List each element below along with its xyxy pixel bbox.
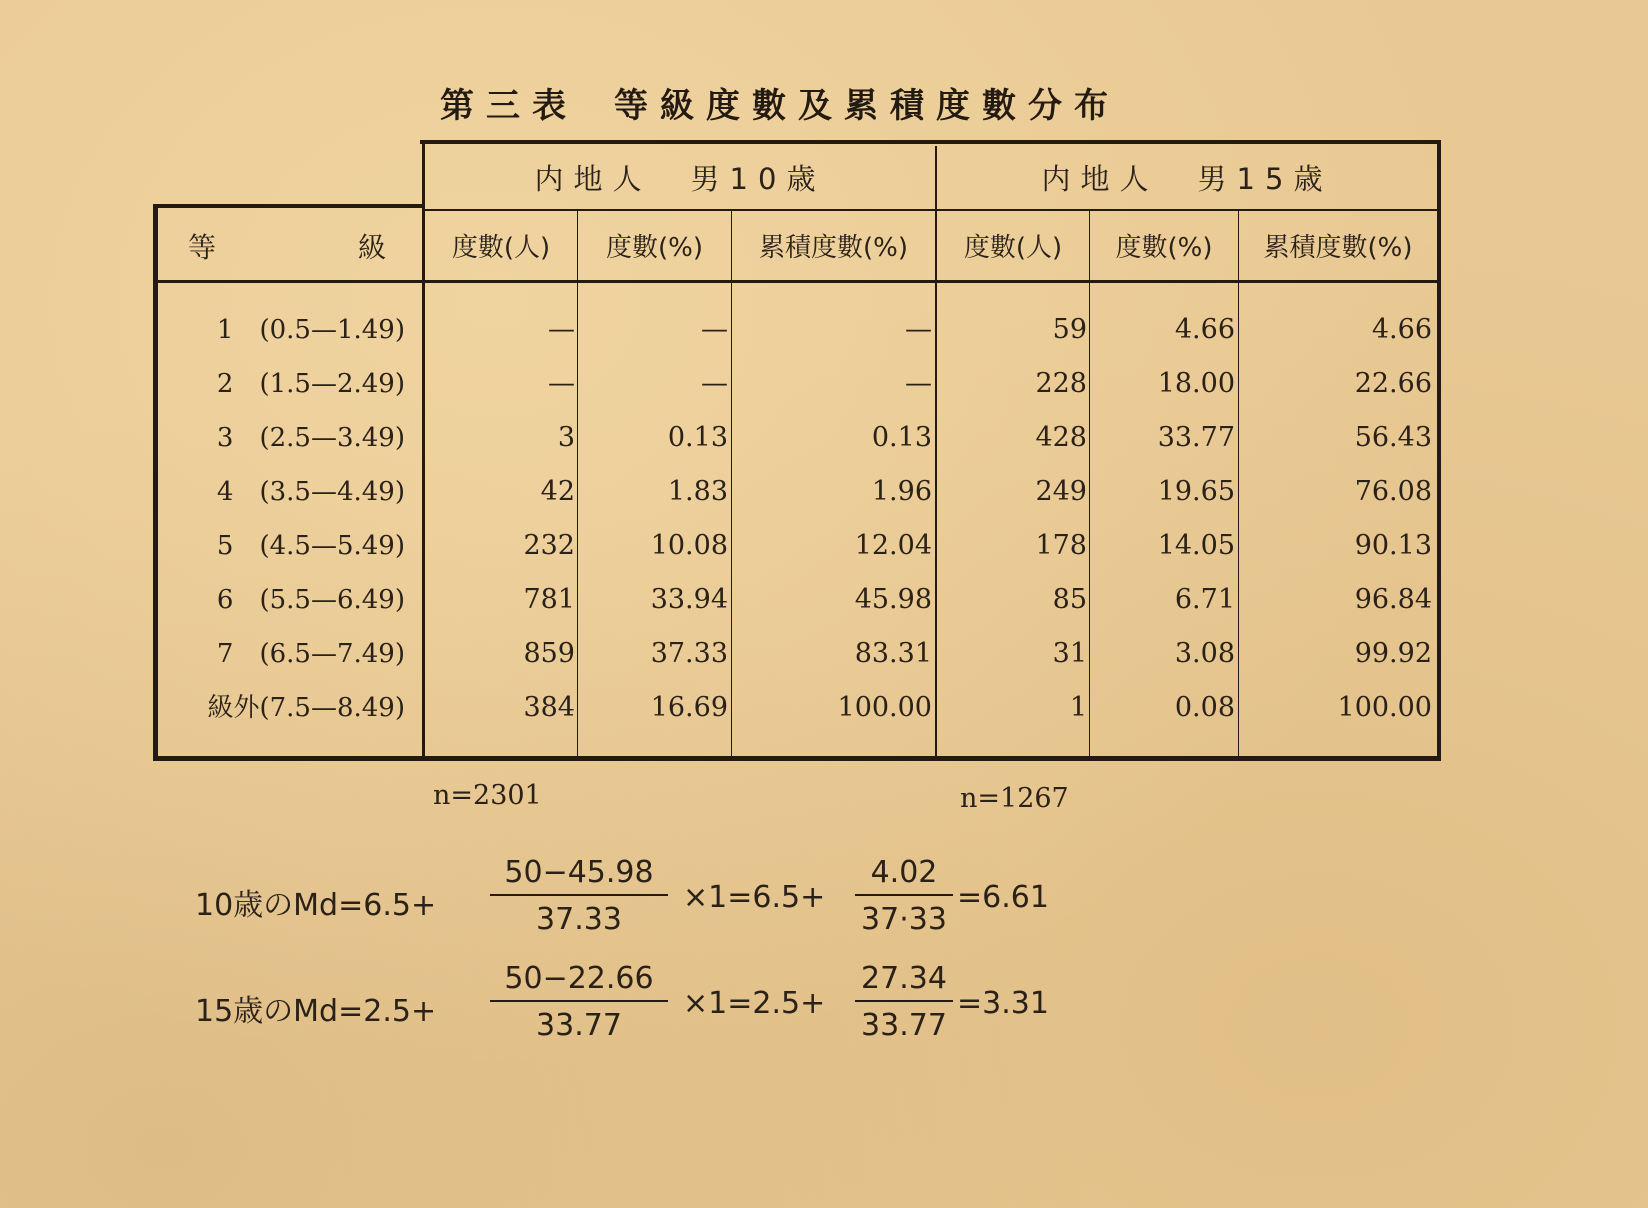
cum-10-cell: 0.13 (871, 422, 932, 453)
pct-10-cell: — (701, 314, 728, 345)
cum-15-cell: 56.43 (1354, 422, 1432, 453)
cum-10-cell: 100.00 (837, 692, 932, 723)
grade-cell: 2 (1.5—2.49) (216, 369, 405, 399)
count-15-cell: 178 (1035, 530, 1087, 561)
cum-15-cell: 90.13 (1354, 530, 1432, 561)
col-header-cum-10: 累積度數(%) (759, 233, 908, 263)
group-header-10: 内地人 男10歳 (534, 162, 826, 196)
grade-cell: 6 (5.5—6.49) (216, 585, 405, 615)
pct-15-cell: 3.08 (1174, 638, 1235, 669)
count-10-cell: 384 (523, 692, 575, 723)
count-15-cell: 228 (1035, 368, 1087, 399)
table-row (0, 411, 1648, 465)
formula-fraction-2 (855, 852, 953, 940)
cum-10-cell: 83.31 (854, 638, 932, 669)
count-15-cell: 249 (1035, 476, 1087, 507)
count-10-cell: 232 (523, 530, 575, 561)
table-row (0, 519, 1648, 573)
count-15-cell: 428 (1035, 422, 1087, 453)
formula-fraction-1 (490, 852, 668, 940)
sample-size-10: n=2301 (433, 780, 542, 811)
formula-lhs: 10歳のMd=6.5+ (195, 888, 437, 923)
grade-cell: 4 (3.5—4.49) (216, 477, 405, 507)
pct-15-cell: 4.66 (1174, 314, 1235, 345)
pct-15-cell: 14.05 (1157, 530, 1235, 561)
cum-15-cell: 4.66 (1371, 314, 1432, 345)
group-header-15: 内地人 男15歳 (1041, 162, 1333, 196)
pct-10-cell: 0.13 (667, 422, 728, 453)
pct-10-cell: 16.69 (650, 692, 728, 723)
fraction-numerator: 27.34 (861, 961, 947, 996)
formula-fraction-1 (490, 958, 668, 1046)
formula-result: =3.31 (957, 986, 1049, 1021)
cum-10-cell: 1.96 (871, 476, 932, 507)
grade-cell: 1 (0.5—1.49) (216, 315, 405, 345)
fraction-numerator: 4.02 (870, 855, 938, 890)
cum-15-cell: 76.08 (1354, 476, 1432, 507)
pct-10-cell: 10.08 (650, 530, 728, 561)
pct-15-cell: 33.77 (1157, 422, 1235, 453)
cum-15-cell: 96.84 (1354, 584, 1432, 615)
table-bottom-border (153, 756, 1441, 761)
grade-header-char1: 等 (188, 231, 217, 264)
column-header-rule (158, 280, 1437, 283)
fraction-denominator: 33.77 (536, 1008, 622, 1043)
count-15-cell: 1 (1069, 692, 1087, 723)
table-top-border-right (420, 140, 1440, 144)
fraction-denominator: 33.77 (861, 1008, 947, 1043)
col-header-count-10: 度數(人) (451, 233, 551, 263)
formula-lhs: 15歳のMd=2.5+ (195, 994, 437, 1029)
grade-cell: 5 (4.5—5.49) (216, 531, 405, 561)
cum-10-cell: 12.04 (854, 530, 932, 561)
sample-size-15: n=1267 (960, 783, 1069, 814)
cum-15-cell: 100.00 (1337, 692, 1432, 723)
count-10-cell: 781 (523, 584, 575, 615)
table-number: 第三表 (440, 86, 578, 126)
fraction-denominator: 37.33 (536, 902, 622, 937)
pct-10-cell: — (701, 368, 728, 399)
pct-10-cell: 33.94 (650, 584, 728, 615)
formula-middle: ×1=2.5+ (683, 986, 826, 1021)
table-row (0, 357, 1648, 411)
cum-10-cell: — (905, 314, 932, 345)
table-row (0, 627, 1648, 681)
pct-15-cell: 18.00 (1157, 368, 1235, 399)
grade-cell: 7 (6.5—7.49) (216, 639, 405, 669)
count-10-cell: — (548, 314, 575, 345)
table-title (440, 78, 1120, 127)
grade-header (160, 217, 420, 279)
count-10-cell: 859 (523, 638, 575, 669)
count-15-cell: 59 (1052, 314, 1087, 345)
table-caption: 等級度數及累積度數分布 (614, 86, 1120, 126)
cum-15-cell: 22.66 (1354, 368, 1432, 399)
grade-cell: 級外(7.5—8.49) (207, 693, 405, 723)
table-row (0, 573, 1648, 627)
table-row (0, 465, 1648, 519)
group-header-rule (423, 209, 1437, 211)
pct-10-cell: 1.83 (667, 476, 728, 507)
col-header-pct-10: 度數(%) (606, 233, 703, 263)
count-10-cell: — (548, 368, 575, 399)
formula-fraction-2 (855, 958, 953, 1046)
fraction-numerator: 50−45.98 (504, 855, 654, 890)
pct-10-cell: 37.33 (650, 638, 728, 669)
pct-15-cell: 0.08 (1174, 692, 1235, 723)
pct-15-cell: 6.71 (1174, 584, 1235, 615)
fraction-denominator: 37·33 (861, 902, 947, 937)
count-15-cell: 85 (1052, 584, 1087, 615)
formula-middle: ×1=6.5+ (683, 880, 826, 915)
formula-result: =6.61 (957, 880, 1049, 915)
cum-15-cell: 99.92 (1354, 638, 1432, 669)
cum-10-cell: 45.98 (854, 584, 932, 615)
col-header-cum-15: 累積度數(%) (1263, 233, 1413, 263)
fraction-numerator: 50−22.66 (504, 961, 654, 996)
median-formula-15 (195, 958, 1115, 1054)
pct-15-cell: 19.65 (1157, 476, 1235, 507)
col-header-pct-15: 度數(%) (1115, 233, 1213, 263)
grade-header-char2: 級 (358, 231, 387, 264)
median-formula-10 (195, 852, 1115, 948)
grade-cell: 3 (2.5—3.49) (216, 423, 405, 453)
count-10-cell: 42 (540, 476, 575, 507)
cum-10-cell: — (905, 368, 932, 399)
count-10-cell: 3 (557, 422, 575, 453)
table-top-border-left (153, 204, 423, 208)
col-header-count-15: 度數(人) (963, 233, 1063, 263)
table-row (0, 303, 1648, 357)
count-15-cell: 31 (1052, 638, 1087, 669)
table-row (0, 681, 1648, 735)
